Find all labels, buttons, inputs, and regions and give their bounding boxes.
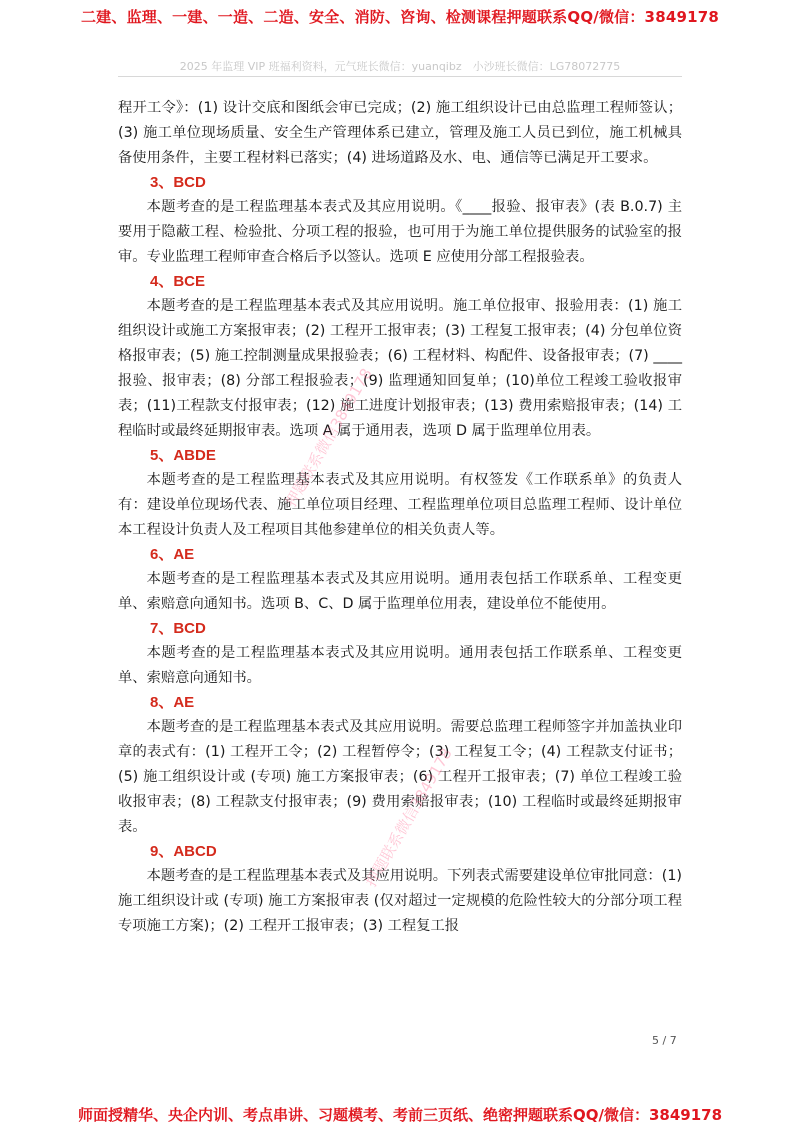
explanation-6: 本题考查的是工程监理基本表式及其应用说明。通用表包括工作联系单、工程变更单、索赔意向通知书。选项 B、C、D 属于监理单位用表，建设单位不能使用。	[118, 571, 682, 612]
answer-label-3: 3、BCD	[150, 174, 206, 191]
explanation-9: 本题考查的是工程监理基本表式及其应用说明。下列表式需要建设单位审批同意：(1) 施工组织设计或 (专项) 施工方案报审表 (仅对超过一定规模的危险性较大的分部分项工程专项施工方案)；(2) 工程开工报审表；(3) 工程复工报	[118, 868, 682, 934]
continued-paragraph: 程开工令》：(1) 设计交底和图纸会审已完成；(2) 施工组织设计已由总监理工程师签认；(3) 施工单位现场质量、安全生产管理体系已建立，管理及施工人员已到位，施工机械具备使用条件，主要工程材料已落实；(4) 进场道路及水、电、通信等已满足开工要求。	[118, 100, 682, 166]
answer-label-6: 6、AE	[150, 546, 195, 563]
answer-label-5: 5、ABDE	[150, 447, 216, 464]
explanation-3: 本题考查的是工程监理基本表式及其应用说明。《____报验、报审表》(表 B.0.7) 主要用于隐蔽工程、检验批、分项工程的报验，也可用于为施工单位提供服务的试验室的报审。专业监理工程师审查合格后予以签认。选项 E 应使用分部工程报验表。	[118, 199, 682, 265]
bottom-promo-banner: 师面授精华、央企内训、考点串讲、习题模考、考前三页纸、绝密押题联系QQ/微信：3849178	[77, 1106, 723, 1124]
answer-label-9: 9、ABCD	[150, 843, 217, 860]
explanation-7: 本题考查的是工程监理基本表式及其应用说明。通用表包括工作联系单、工程变更单、索赔意向通知书。	[118, 645, 682, 686]
answer-label-4: 4、BCE	[150, 273, 206, 290]
explanation-5: 本题考查的是工程监理基本表式及其应用说明。有权签发《工作联系单》的负责人有：建设单位现场代表、施工单位项目经理、工程监理单位项目总监理工程师、设计单位本工程设计负责人及工程项目其他参建单位的相关负责人等。	[118, 472, 682, 538]
explanation-4: 本题考查的是工程监理基本表式及其应用说明。施工单位报审、报验用表：(1) 施工组织设计或施工方案报审表；(2) 工程开工报审表；(3) 工程复工报审表；(4) 分包单位资格报审表；(5) 施工控制测量成果报验表；(6) 工程材料、构配件、设备报审表；(7) ____报验、报审表；(8) 分部工程报验表；(9) 监理通知回复单；(10)单位工程竣工验收报审表；(11)工程款支付报审表；(12) 施工进度计划报审表；(13) 费用索赔报审表；(14) 工程临时或最终延期报审表。选项 A 属于通用表，选项 D 属于监理单位用表。	[118, 298, 682, 439]
header-divider	[118, 76, 682, 77]
answer-label-7: 7、BCD	[150, 620, 206, 637]
page-header-subtitle: 2025 年监理 VIP 班福利资料，元气班长微信：yuanqibz 小沙班长微信：LG78072775	[179, 60, 621, 73]
page-number: 5 / 7	[652, 1034, 677, 1047]
answer-label-8: 8、AE	[150, 694, 195, 711]
watermark-upper: 押题联系微信3849178	[281, 365, 376, 510]
top-promo-banner: 二建、监理、一建、一造、二造、安全、消防、咨询、检测课程押题联系QQ/微信：3849178	[80, 8, 720, 26]
explanation-8: 本题考查的是工程监理基本表式及其应用说明。需要总监理工程师签字并加盖执业印章的表式有：(1) 工程开工令；(2) 工程暂停令；(3) 工程复工令；(4) 工程款支付证书；(5) 施工组织设计或 (专项) 施工方案报审表；(6) 工程开工报审表；(7) 单位工程竣工验收报审表；(8) 工程款支付报审表；(9) 费用索赔报审表；(10) 工程临时或最终延期报审表。	[118, 719, 682, 835]
watermark-lower: 押题联系微信3849178	[361, 745, 456, 890]
